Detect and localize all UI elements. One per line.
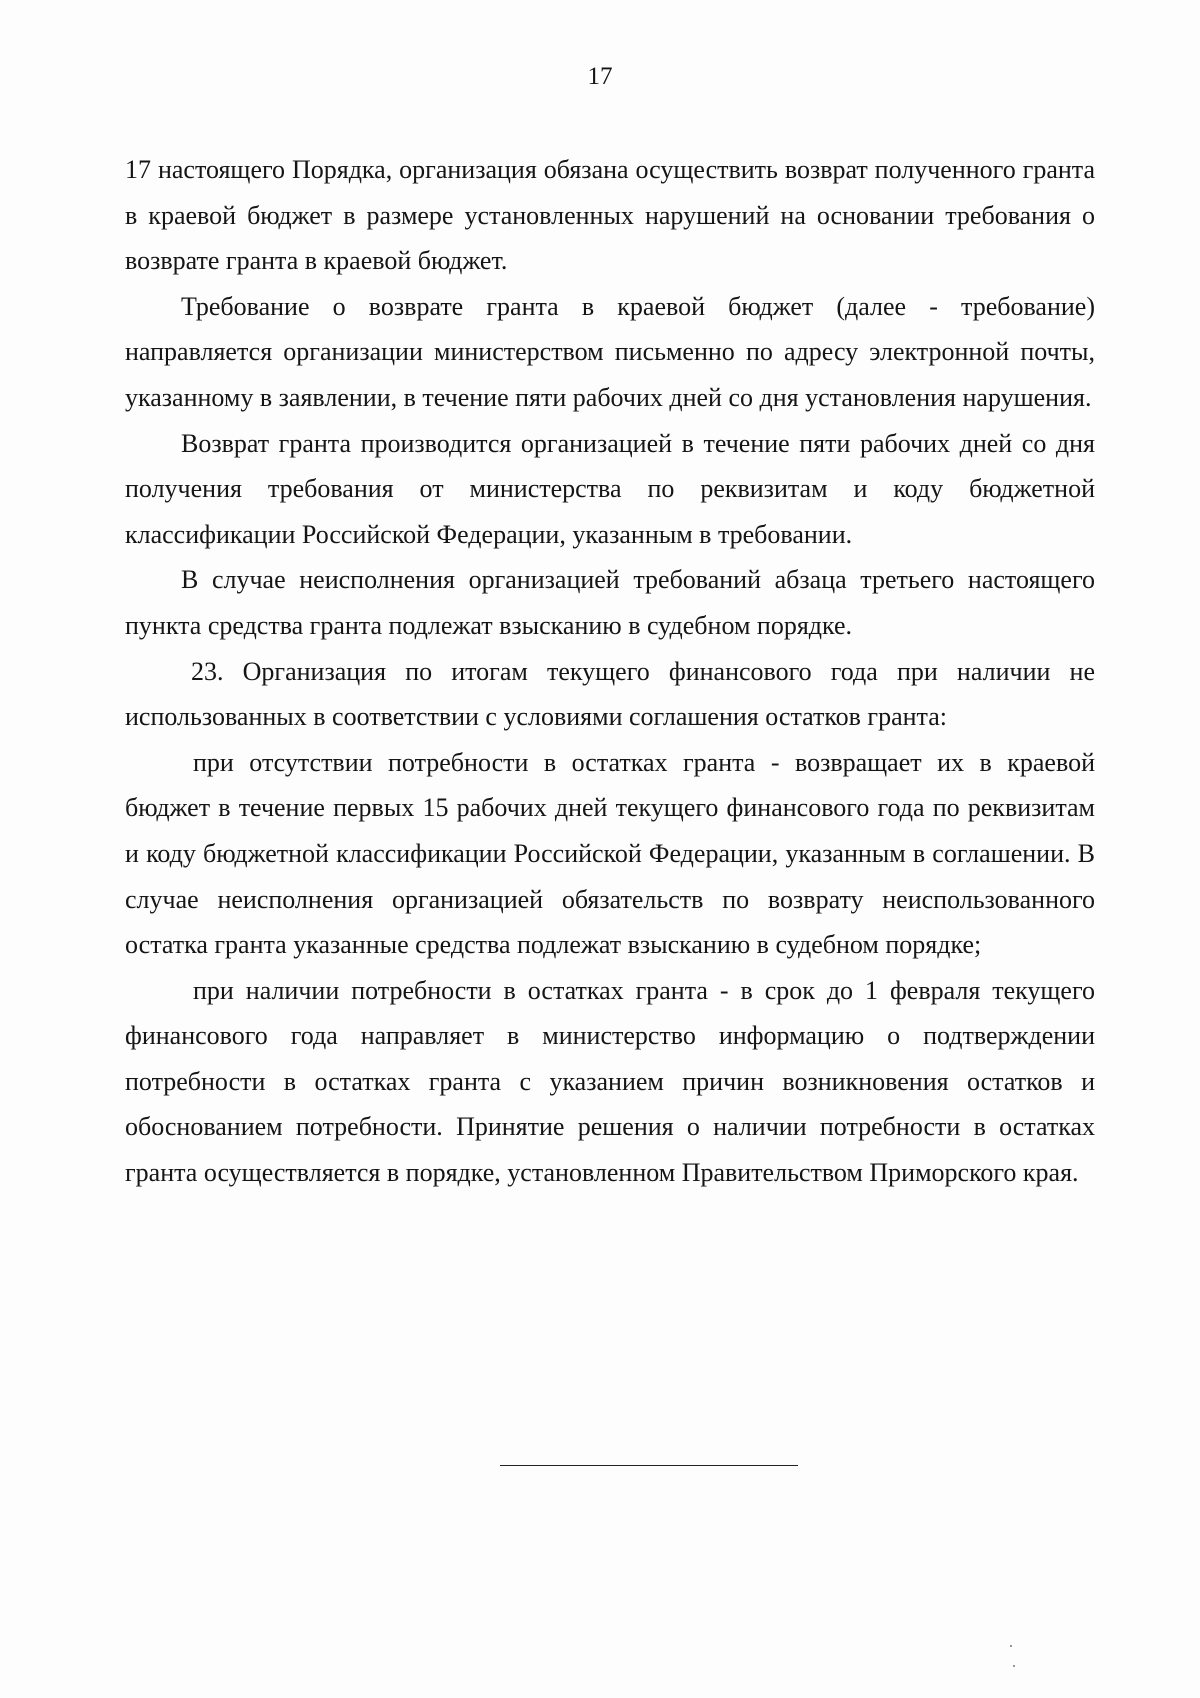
scan-speck	[1010, 1645, 1012, 1647]
paragraph-non-fulfillment: В случае неисполнения организацией требований абзаца третьего настоящего пункта средства гранта подлежат взысканию в судебном порядке.	[125, 565, 1095, 640]
paragraph-no-need-remainder: при отсутствии потребности в остатках гранта - возвращает их в краевой бюджет в течение первых 15 рабочих дней текущего финансового года по реквизитам и коду бюджетной классификации Российской Федерации, указанным в соглашении. В случае неисполнения организацией обязательств по возврату неиспользованного остатка гранта указанные средства подлежат взысканию в судебном порядке;	[125, 747, 1095, 960]
end-separator-line	[500, 1465, 798, 1466]
paragraph-return-obligation: 17 настоящего Порядка, организация обязана осуществить возврат полученного гранта в краевой бюджет в размере установленных нарушений на основании требования о возврате гранта в краевой бюджет.	[125, 155, 1095, 276]
document-body	[125, 147, 1095, 1196]
paragraph-need-remainder: при наличии потребности в остатках гранта - в срок до 1 февраля текущего финансового года направляет в министерство информацию о подтверждении потребности в остатках гранта с указанием причин возникновения остатков и обоснованием потребности. Принятие решения о наличии потребности в остатках гранта осуществляется в порядке, установленном Правительством Приморского края.	[125, 975, 1095, 1188]
scan-speck	[1013, 1665, 1015, 1667]
paragraph-item-23: 23. Организация по итогам текущего финансового года при наличии не использованных в соответствии с условиями соглашения остатков гранта:	[125, 656, 1095, 732]
paragraph-return-procedure: Возврат гранта производится организацией в течение пяти рабочих дней со дня получения требования от министерства по реквизитам и коду бюджетной классификации Российской Федерации, указанным в требовании.	[125, 428, 1095, 549]
page-number: 17	[587, 63, 613, 90]
paragraph-return-requirement: Требование о возврате гранта в краевой бюджет (далее - требование) направляется организации министерством письменно по адресу электронной почты, указанному в заявлении, в течение пяти рабочих дней со дня установления нарушения.	[125, 291, 1095, 412]
